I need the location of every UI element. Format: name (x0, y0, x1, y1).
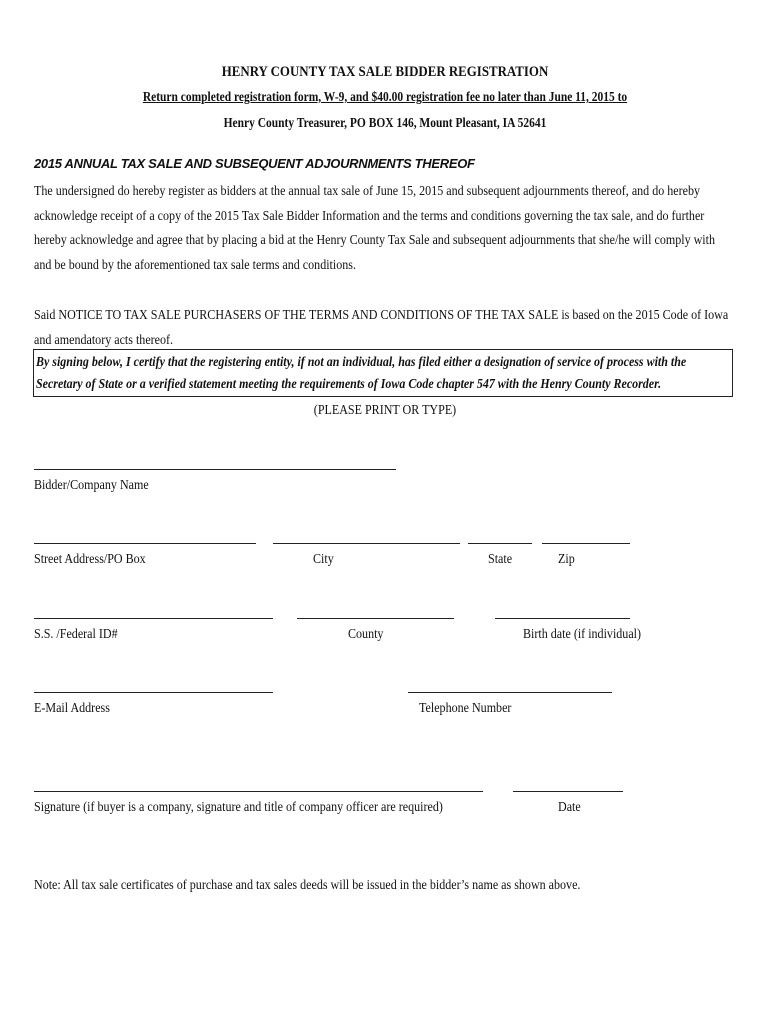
city-label: City (313, 552, 334, 567)
print-instruction: (PLEASE PRINT OR TYPE) (313, 403, 457, 418)
section-heading: 2015 ANNUAL TAX SALE AND SUBSEQUENT ADJOURNMENTS THEREOF (34, 156, 475, 171)
street-address-field[interactable] (34, 543, 256, 544)
county-field[interactable] (297, 618, 454, 619)
certification-box (33, 349, 733, 397)
zip-label: Zip (558, 552, 575, 567)
email-field[interactable] (34, 692, 273, 693)
street-address-label: Street Address/PO Box (34, 552, 146, 567)
zip-field[interactable] (542, 543, 630, 544)
signature-field[interactable] (34, 791, 483, 792)
return-instruction: Return completed registration form, W-9, and $40.00 registration fee no later than June 11, 2015 to (142, 90, 628, 105)
signature-label: Signature (if buyer is a company, signature and title of company officer are required) (34, 800, 443, 815)
ss-federal-id-field[interactable] (34, 618, 273, 619)
birth-date-field[interactable] (495, 618, 630, 619)
telephone-label: Telephone Number (419, 701, 512, 716)
date-field[interactable] (513, 791, 623, 792)
email-label: E-Mail Address (34, 701, 110, 716)
ss-federal-id-label: S.S. /Federal ID# (34, 627, 118, 642)
bidder-name-field[interactable] (34, 469, 396, 470)
registration-paragraph: The undersigned do hereby register as bidders at the annual tax sale of June 15, 2015 and subsequent adjournments thereof, and do hereby acknowledge receipt of a copy of the 2015 Tax Sale Bidder Information and the terms and conditions governing the tax sale, and do further hereby acknowledge and agree that by placing a bid at the Henry County Tax Sale and subsequent adjournments that she/he will comply with and be bound by the aforementioned tax sale terms and conditions. (34, 184, 716, 273)
certification-text: By signing below, I certify that the registering entity, if not an individual, has filed either a designation of service of process with the Secretary of State or a verified statement meeting the requirements of Iowa Code chapter 547 with the Henry County Recorder. (36, 355, 687, 392)
state-label: State (488, 552, 513, 567)
notice-paragraph: Said NOTICE TO TAX SALE PURCHASERS OF THE TERMS AND CONDITIONS OF THE TAX SALE is based on the 2015 Code of Iowa and amendatory acts thereof. (34, 308, 729, 348)
note-text: Note: All tax sale certificates of purchase and tax sales deeds will be issued in the bidder’s name as shown above. (34, 878, 581, 893)
treasurer-address: Henry County Treasurer, PO BOX 146, Mount Pleasant, IA 52641 (223, 116, 547, 131)
county-label: County (348, 627, 384, 642)
bidder-name-label: Bidder/Company Name (34, 478, 149, 493)
form-title: HENRY COUNTY TAX SALE BIDDER REGISTRATION (221, 64, 549, 80)
state-field[interactable] (468, 543, 532, 544)
birth-date-label: Birth date (if individual) (523, 627, 642, 642)
date-label: Date (558, 800, 581, 815)
telephone-field[interactable] (408, 692, 612, 693)
city-field[interactable] (273, 543, 460, 544)
